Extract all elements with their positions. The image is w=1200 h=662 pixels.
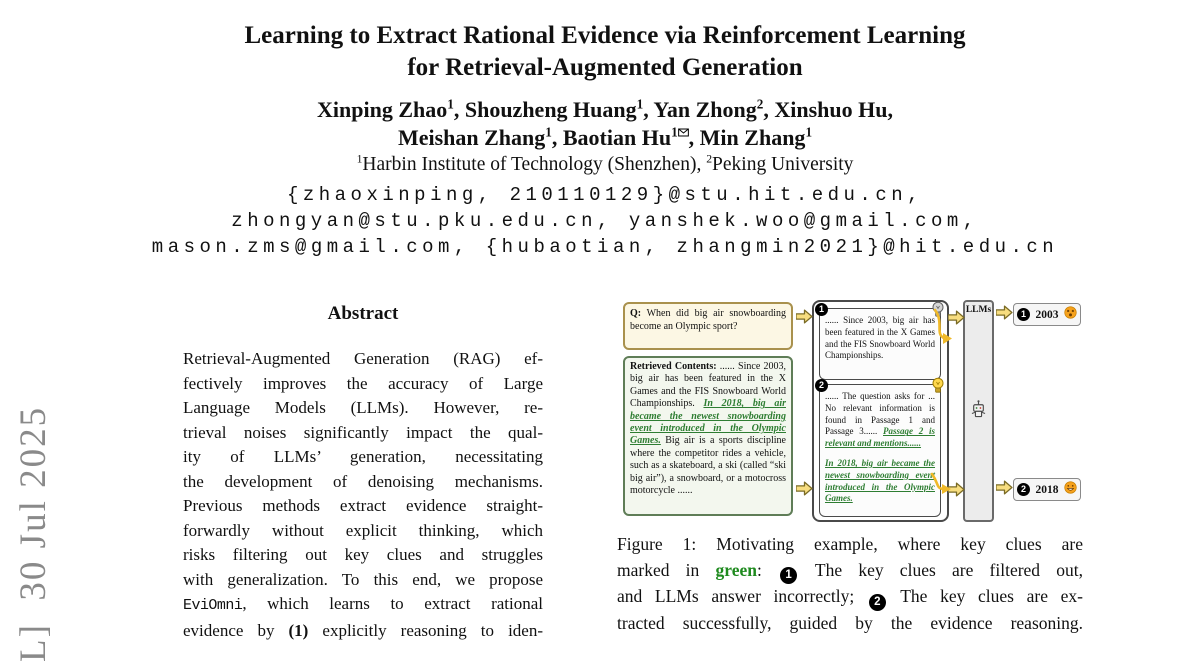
case-1-badge: 1 [815,303,828,316]
answer-2-badge: 2 [1017,483,1030,496]
smiling-face-emoji-icon [1064,481,1077,499]
numbered-circle-badge: 1 [780,567,797,584]
figure-1 [617,296,1085,528]
author-list: Xinping Zhao$^1$, Shouzheng Huang$^1$, Yan Zhong$^2$, Xinshuo Hu, Meishan Zhang$^1$, Baotian Hu$^1$ , Min Zhang$^1$ [317,96,893,150]
question-box: Q: When did big air snowboarding become an Olympic sport? [623,302,793,350]
dizzy-face-emoji-icon [1064,306,1077,324]
answer-box-incorrect [1013,303,1081,326]
llms-box [963,300,994,522]
llms-label: LLMs [965,305,992,315]
robot-icon [965,399,992,426]
paper-title [120,20,1090,84]
flow-arrow-evidence1-to-llms [948,310,965,325]
flow-arrow-question-to-evidence [796,309,813,324]
title-line-2: for Retrieval-Augmented Generation [407,54,803,81]
affiliations: $^1$Harbin Institute of Technology (Shenzhen), $^2$Peking University [356,152,854,175]
evidence-extraction-box [812,300,949,522]
abstract-heading: Abstract [327,303,399,324]
case-2-text: ...... The question asks for ... No relevant information is found in Passage 1 and Passage 3...... Passage 2 is relevant and mentions...... In 2018, big air became the newest snowboarding event introduced in the Olympic Games. [825,391,935,504]
flow-arrow-llms-to-answer2 [996,480,1013,495]
figure-1-caption: Figure 1: Motivating example, where key clues are marked in green: 1 The key clues are filtered out, and LLMs answer incorrectly; 2 The key clues are ex- tracted successfully, guided by the evidence reasoning. [617,534,1083,633]
evidence-case-2-box [818,380,941,517]
flow-arrow-llms-to-answer1 [996,305,1013,320]
envelope-icon [678,128,689,137]
numbered-circle-badge: 2 [869,594,886,611]
email-line: {zhaoxinping, 210110129}@stu.hit.edu.cn, [286,184,924,206]
answer-box-correct [1013,478,1081,501]
retrieved-contents-box: Retrieved Contents: ...... Since 2003, big air has been featured in the X Games and the FIS Snowboard World Championships. In 2018, big air became the newest snowboarding event introduced in the Olympic Games. Big air is a sports discipline where the competitor rides a vehicle, such as a skateboard, a ski (called “ski big air”), a snowboard, or a motocross motorcycle ...... [623,356,793,516]
evidence-case-1-box [818,304,941,380]
answer-1-value: 2003 [1035,308,1059,321]
abstract-text: Retrieval-Augmented Generation (RAG) ef- fectively improves the accuracy of Large Language Models (LLMs). However, re- trieval noises significantly impact the qual- ity of LLMs’ generation, necessitating the development of denoising mechanisms. Previous methods extract evidence straight- forwardly without explicit thinking, which risks filtering out key clues and struggles with generalization. To this end, we propose EviOmni, which learns to extract rational evidence by (1) explicitly reasoning to iden- [183,349,544,640]
arxiv-watermark: L] 30 Jul 2025 [13,405,54,662]
flow-arrow-evidence2-to-llms [948,482,965,497]
case-1-text: ...... Since 2003, big air has been featured in the X Games and the FIS Snowboard World Championships. [825,315,935,361]
case-2-badge: 2 [815,379,828,392]
email-line: zhongyan@stu.pku.edu.cn, yanshek.woo@gmail.com, [231,210,979,232]
paper-header [120,20,1090,260]
lightbulb-off-icon [931,301,945,322]
answer-2-value: 2018 [1035,483,1059,496]
lightbulb-on-icon [931,377,945,398]
author-emails [120,182,1090,260]
abstract-section [183,303,543,643]
flow-arrow-retrieved-to-evidence [796,481,813,496]
answer-1-badge: 1 [1017,308,1030,321]
email-line: mason.zms@gmail.com, {hubaotian, zhangmin2021}@hit.edu.cn [151,236,1059,258]
title-line-1: Learning to Extract Rational Evidence via Reinforcement Learning [244,22,966,49]
